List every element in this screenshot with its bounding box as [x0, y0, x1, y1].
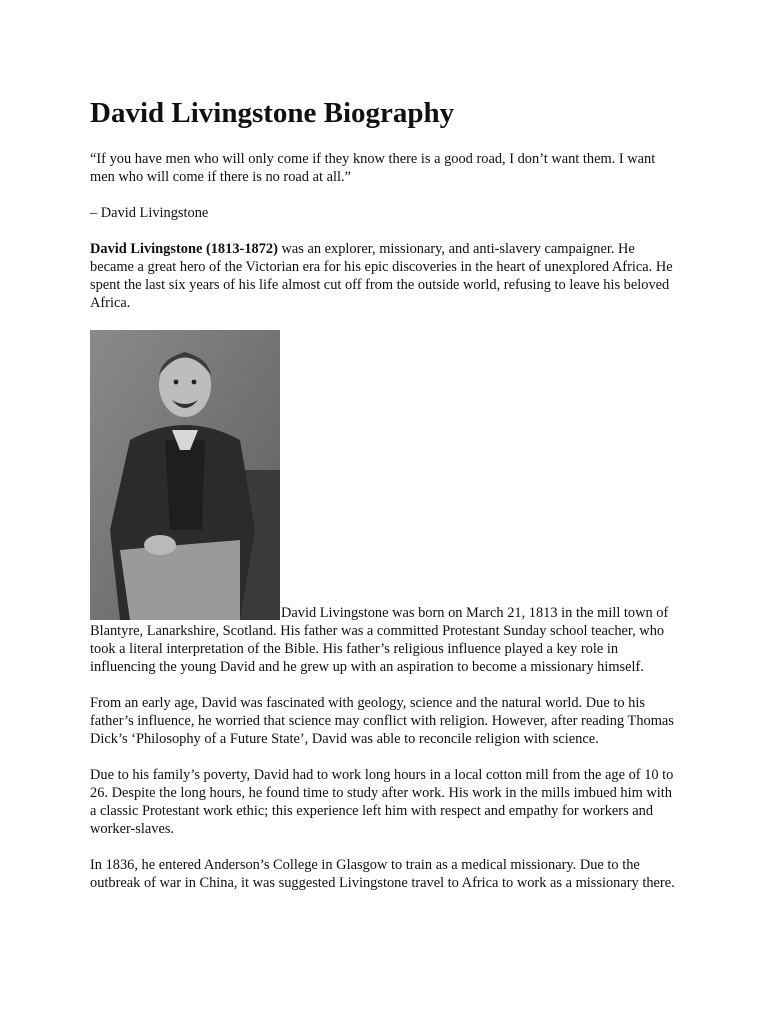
body-paragraph-3: Due to his family’s poverty, David had to work long hours in a local cotton mill from the age of 10 to 26. Despite the long hours, he found time to study after work. His work in the mills imbued him with a classic Protestant work ethic; this experience left him with respect and empathy for workers and worker-slaves.	[90, 767, 674, 837]
intro-bold: David Livingstone (1813-1872)	[90, 241, 278, 257]
document-page	[90, 96, 680, 910]
portrait-photo	[90, 330, 280, 620]
photo-paragraph-block	[90, 330, 680, 694]
quote: “If you have men who will only come if they know there is a good road, I don’t want them. I want men who will come if there is no road at all.”	[90, 151, 656, 185]
portrait-illustration	[90, 330, 280, 620]
intro-paragraph	[90, 240, 680, 312]
quote-attribution: – David Livingstone	[90, 205, 209, 221]
body-paragraph-2: From an early age, David was fascinated with geology, science and the natural world. Due to his father’s influence, he worried that science may conflict with religion. However, after reading Thomas Dick’s ‘Philosophy of a Future State’, David was able to reconcile religion with science.	[90, 695, 674, 747]
page-title: David Livingstone Biography	[90, 97, 455, 129]
body-paragraph-1: David Livingstone was born on March 21, 1813 in the mill town of Blantyre, Lanarkshire, Scotland. His father was a committed Protestant Sunday school teacher, who took a literal interpretation of the Bible. His father’s religious influence played a key role in influencing the young David and he grew up with an aspiration to become a missionary himself.	[90, 605, 669, 675]
body-paragraph-4: In 1836, he entered Anderson’s College in Glasgow to train as a medical missionary. Due to the outbreak of war in China, it was suggested Livingstone travel to Africa to work as a missionary there.	[90, 857, 675, 891]
intro-text: was an explorer, missionary, and anti-slavery campaigner. He became a great hero of the Victorian era for his epic discoveries in the heart of unexplored Africa. He spent the last six years of his life almost cut off from the outside world, refusing to leave his beloved Africa.	[90, 241, 673, 311]
